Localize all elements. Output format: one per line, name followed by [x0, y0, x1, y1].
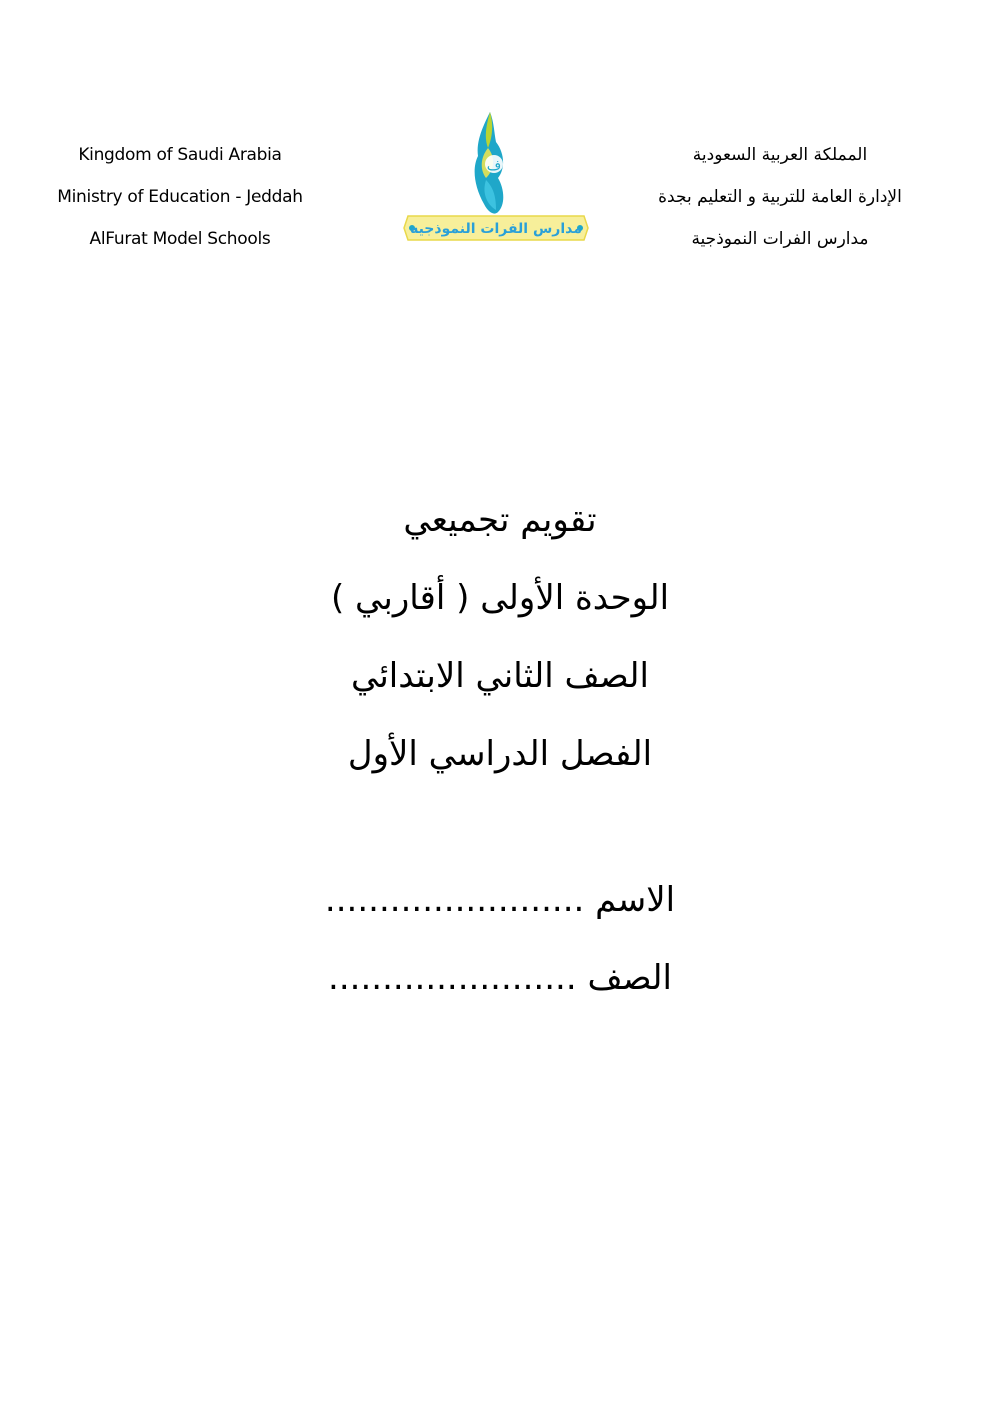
english-header-ministry: Ministry of Education - Jeddah [57, 187, 303, 207]
name-label: الاسم [595, 880, 676, 920]
logo-text: مدارس الفرات النموذجيه [410, 221, 582, 237]
title-unit: الوحدة الأولى ( أقاربي ) [330, 578, 670, 618]
name-blank[interactable]: ........................ [324, 880, 585, 920]
logo-letter: ف [486, 158, 502, 174]
english-header [40, 134, 320, 260]
english-header-school: AlFurat Model Schools [89, 229, 271, 249]
arabic-header [630, 134, 930, 260]
class-blank[interactable]: ....................... [328, 958, 577, 998]
name-field[interactable] [250, 880, 750, 920]
english-header-country: Kingdom of Saudi Arabia [78, 145, 282, 165]
title-grade: الصف الثاني الابتدائي [351, 656, 649, 696]
class-field[interactable] [250, 958, 750, 998]
arabic-header-school: مدارس الفرات النموذجية [691, 229, 869, 249]
arabic-header-ministry: الإدارة العامة للتربية و التعليم بجدة [658, 187, 902, 207]
school-logo [402, 108, 590, 248]
document-title [200, 488, 800, 800]
title-semester: الفصل الدراسي الأول [347, 734, 653, 774]
class-label: الصف [587, 958, 672, 998]
pen-nib-logo-icon [402, 108, 590, 248]
title-assessment: تقويم تجميعي [403, 500, 597, 540]
arabic-header-country: المملكة العربية السعودية [692, 145, 868, 165]
